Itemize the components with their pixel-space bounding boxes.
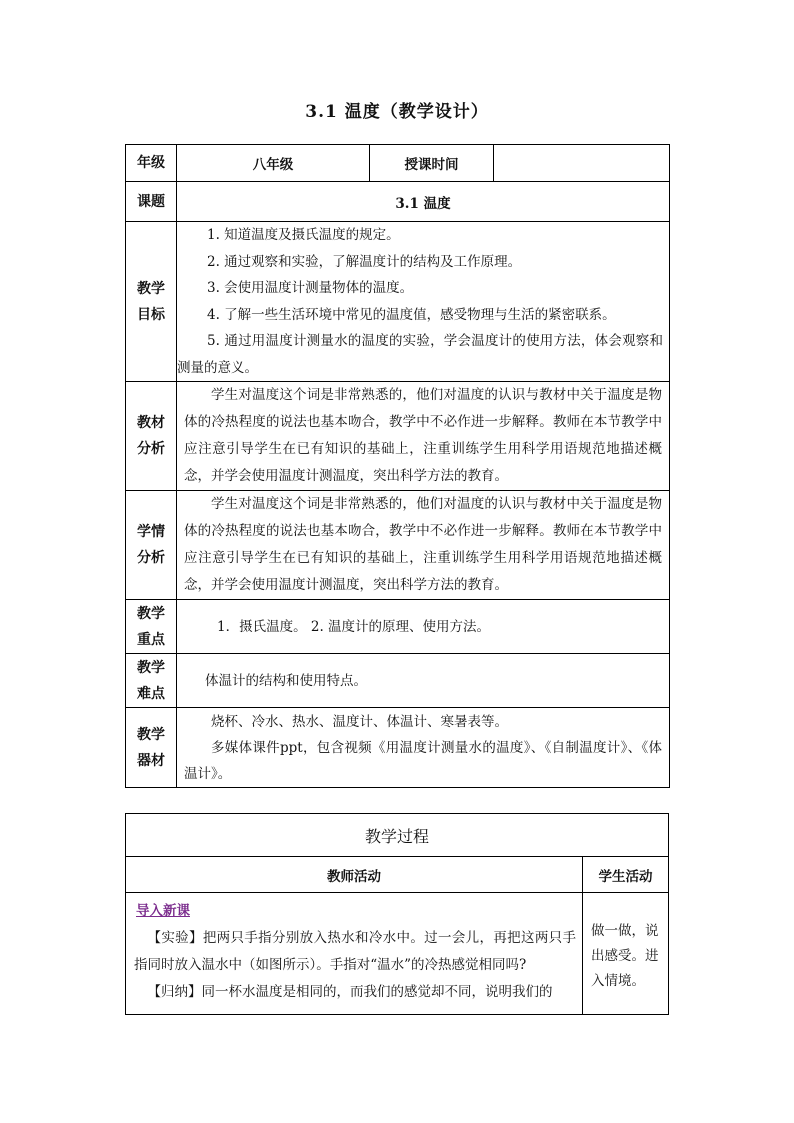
process-heading-row <box>126 814 669 857</box>
student-analysis-content <box>177 491 670 600</box>
material-analysis-label <box>126 382 177 491</box>
difficulties-text: 体温计的结构和使用特点。 <box>177 654 670 708</box>
process-row <box>126 893 669 1015</box>
student-analysis-text: 学生对温度这个词是非常熟悉的，他们对温度的认识与教材中关于温度是物体的冷热程度的说法也基本吻合，教学中不必作进一步解释。教师在本节教学中应注意引导学生在已有知识的基础上，注重训练学生用科学用语规范地描述概念，并学会使用温度计测温度，突出科学方法的教育。 <box>184 496 662 593</box>
grade-label: 年级 <box>126 145 177 182</box>
equipment-label <box>126 708 177 788</box>
summary-paragraph: 【归纳】同一杯水温度是相同的，而我们的感觉却不同，说明我们的 <box>147 984 553 1000</box>
time-label: 授课时间 <box>370 145 494 182</box>
student-activity-text: 做一做，说出感受。进入情境。 <box>591 923 659 989</box>
equipment-content <box>177 708 670 788</box>
topic-value: 3.1 温度 <box>177 182 670 222</box>
section-title-intro: 导入新课 <box>136 903 190 919</box>
difficulty-label-bottom: 难点 <box>137 685 165 702</box>
teacher-activity-cell <box>126 893 583 1015</box>
goals-content <box>177 222 670 382</box>
difficulty-label-top: 教学 <box>137 659 165 676</box>
experiment-paragraph: 【实验】把两只手指分别放入热水和冷水中。过一会儿，再把这两只手指同时放入温水中（如图所示）。手指对“温水”的冷热感觉相同吗? <box>134 930 576 973</box>
equip-label-bottom: 器材 <box>137 752 165 769</box>
difficulties-label <box>126 654 177 708</box>
grade-value: 八年级 <box>177 145 370 182</box>
key-label-bottom: 重点 <box>137 631 165 648</box>
goals-row <box>126 222 670 382</box>
material-analysis-text: 学生对温度这个词是非常熟悉的，他们对温度的认识与教材中关于温度是物体的冷热程度的说法也基本吻合，教学中不必作进一步解释。教师在本节教学中应注意引导学生在已有知识的基础上，注重训练学生用科学用语规范地描述概念，并学会使用温度计测温度，突出科学方法的教育。 <box>184 387 662 484</box>
goal-item: 2. 通过观察和实验，了解温度计的结构及工作原理。 <box>207 253 522 270</box>
teacher-activity-header: 教师活动 <box>126 857 583 893</box>
student-label-bottom: 分析 <box>137 550 165 566</box>
topic-row <box>126 182 670 222</box>
material-analysis-row <box>126 382 670 491</box>
equipment-line1: 烧杯、冷水、热水、温度计、体温计、寒暑表等。 <box>211 713 508 730</box>
goals-label <box>126 222 177 382</box>
page-title: 3.1 温度（教学设计） <box>305 102 489 122</box>
grade-row <box>126 145 670 182</box>
student-analysis-row <box>126 491 670 600</box>
equipment-row <box>126 708 670 788</box>
process-columns-row <box>126 857 669 893</box>
teaching-process-table <box>125 813 669 1015</box>
material-label-top: 教材 <box>137 415 165 431</box>
material-analysis-content <box>177 382 670 491</box>
key-label-top: 教学 <box>137 605 165 622</box>
process-heading: 教学过程 <box>126 814 669 857</box>
material-label-bottom: 分析 <box>137 441 165 457</box>
goal-item: 1. 知道温度及摄氏温度的规定。 <box>207 227 400 243</box>
goal-item: 5. 通过用温度计测量水的温度的实验，学会温度计的使用方法，体会观察和测量的意义。 <box>177 333 663 376</box>
key-points-text: 1．摄氏温度。 2. 温度计的原理、使用方法。 <box>177 600 670 654</box>
student-activity-cell <box>583 893 669 1015</box>
goals-label-top: 教学 <box>137 280 165 297</box>
time-value <box>494 145 670 182</box>
topic-label: 课题 <box>126 182 177 222</box>
key-points-label <box>126 600 177 654</box>
student-analysis-label <box>126 491 177 600</box>
difficulties-row <box>126 654 670 708</box>
equip-label-top: 教学 <box>137 726 165 743</box>
lesson-info-table <box>125 144 670 788</box>
goals-label-bottom: 目标 <box>137 306 165 323</box>
key-points-row <box>126 600 670 654</box>
goal-item: 3. 会使用温度计测量物体的温度。 <box>207 280 414 296</box>
student-label-top: 学情 <box>137 524 165 540</box>
goal-item: 4. 了解一些生活环境中常见的温度值，感受物理与生活的紧密联系。 <box>207 306 616 323</box>
equipment-line2: 多媒体课件ppt，包含视频《用温度计测量水的温度》、《自制温度计》、《体温计》。 <box>184 739 662 782</box>
student-activity-header: 学生活动 <box>583 857 669 893</box>
